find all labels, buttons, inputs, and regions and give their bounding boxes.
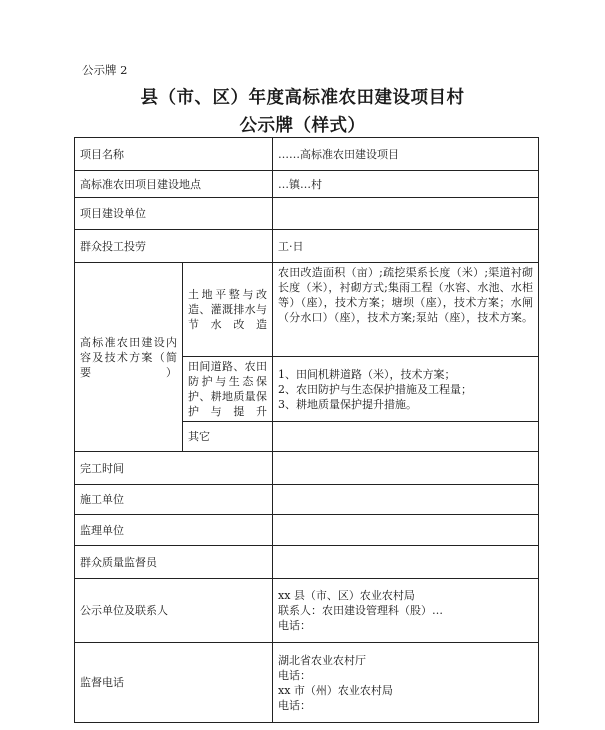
labor-label: 群众投工投劳 — [75, 230, 273, 263]
table-row-location — [75, 171, 539, 198]
unit-label: 项目建设单位 — [75, 198, 273, 230]
completion-label: 完工时间 — [75, 452, 273, 485]
labor-value: 工·日 — [273, 230, 539, 263]
table-row-hotline — [75, 643, 539, 723]
table-row-publisher — [75, 579, 539, 643]
table-row-content-sub1 — [75, 263, 539, 357]
hotline-line: xx 市（州）农业农村局 — [278, 683, 393, 697]
contractor-label: 施工单位 — [75, 485, 273, 515]
page-subtitle: 公示牌（样式） — [239, 116, 366, 136]
content-sub2-label: 田间道路、农田防护与生态保护、耕地质量保护与提升 — [183, 357, 273, 422]
content-sub2-line: 2、农田防护与生态保护措施及工程量； — [278, 382, 472, 396]
publisher-value — [273, 579, 539, 643]
table-row-contractor — [75, 485, 539, 515]
content-sub3-label: 其它 — [183, 422, 273, 452]
notice-table — [74, 137, 539, 723]
notice-number-label: 公示牌 2 — [82, 63, 128, 77]
page-title: 县（市、区）年度高标准农田建设项目村 — [140, 88, 465, 108]
table-row-labor — [75, 230, 539, 263]
table-row-completion — [75, 452, 539, 485]
project-name-label: 项目名称 — [75, 138, 273, 171]
content-sub3-value — [273, 422, 539, 452]
hotline-label: 监督电话 — [75, 643, 273, 723]
content-label: 高标准农田建设内容及技术方案（简要） — [75, 263, 183, 452]
hotline-value — [273, 643, 539, 723]
content-sub2-value — [273, 357, 539, 422]
hotline-line: 电话： — [278, 668, 311, 682]
table-row-public-supervisor — [75, 546, 539, 579]
publisher-label: 公示单位及联系人 — [75, 579, 273, 643]
completion-value — [273, 452, 539, 485]
table-row-supervisor — [75, 515, 539, 546]
content-sub2-line: 3、耕地质量保护提升措施。 — [278, 397, 417, 411]
contractor-value — [273, 485, 539, 515]
table-row-project-name — [75, 138, 539, 171]
unit-value — [273, 198, 539, 230]
project-name-value: ……高标准农田建设项目 — [273, 138, 539, 171]
supervisor-value — [273, 515, 539, 546]
table-row-unit — [75, 198, 539, 230]
publisher-line: 电话： — [278, 619, 311, 632]
supervisor-label: 监理单位 — [75, 515, 273, 546]
hotline-line: 湖北省农业农村厅 — [278, 653, 366, 667]
location-value: …镇…村 — [273, 171, 539, 198]
location-label: 高标准农田项目建设地点 — [75, 171, 273, 198]
content-sub1-label: 土地平整与改造、灌溉排水与节水改造 — [183, 263, 273, 357]
public-supervisor-label: 群众质量监督员 — [75, 546, 273, 579]
content-sub1-value: 农田改造面积（亩）;疏挖渠系长度（米）;渠道衬砌长度（米），衬砌方式;集雨工程（水窖、水池、水柜等）（座），技术方案；塘坝（座），技术方案；水闸（分水口）（座），技术方案;泵站（座），技术方案。 — [273, 263, 539, 357]
content-sub2-line: 1、田间机耕道路（米），技术方案； — [278, 367, 456, 381]
publisher-line: 联系人：农田建设管理科（股）… — [278, 604, 443, 617]
publisher-line: xx 县（市、区）农业农村局 — [278, 589, 415, 602]
hotline-line: 电话： — [278, 698, 311, 712]
public-supervisor-value — [273, 546, 539, 579]
